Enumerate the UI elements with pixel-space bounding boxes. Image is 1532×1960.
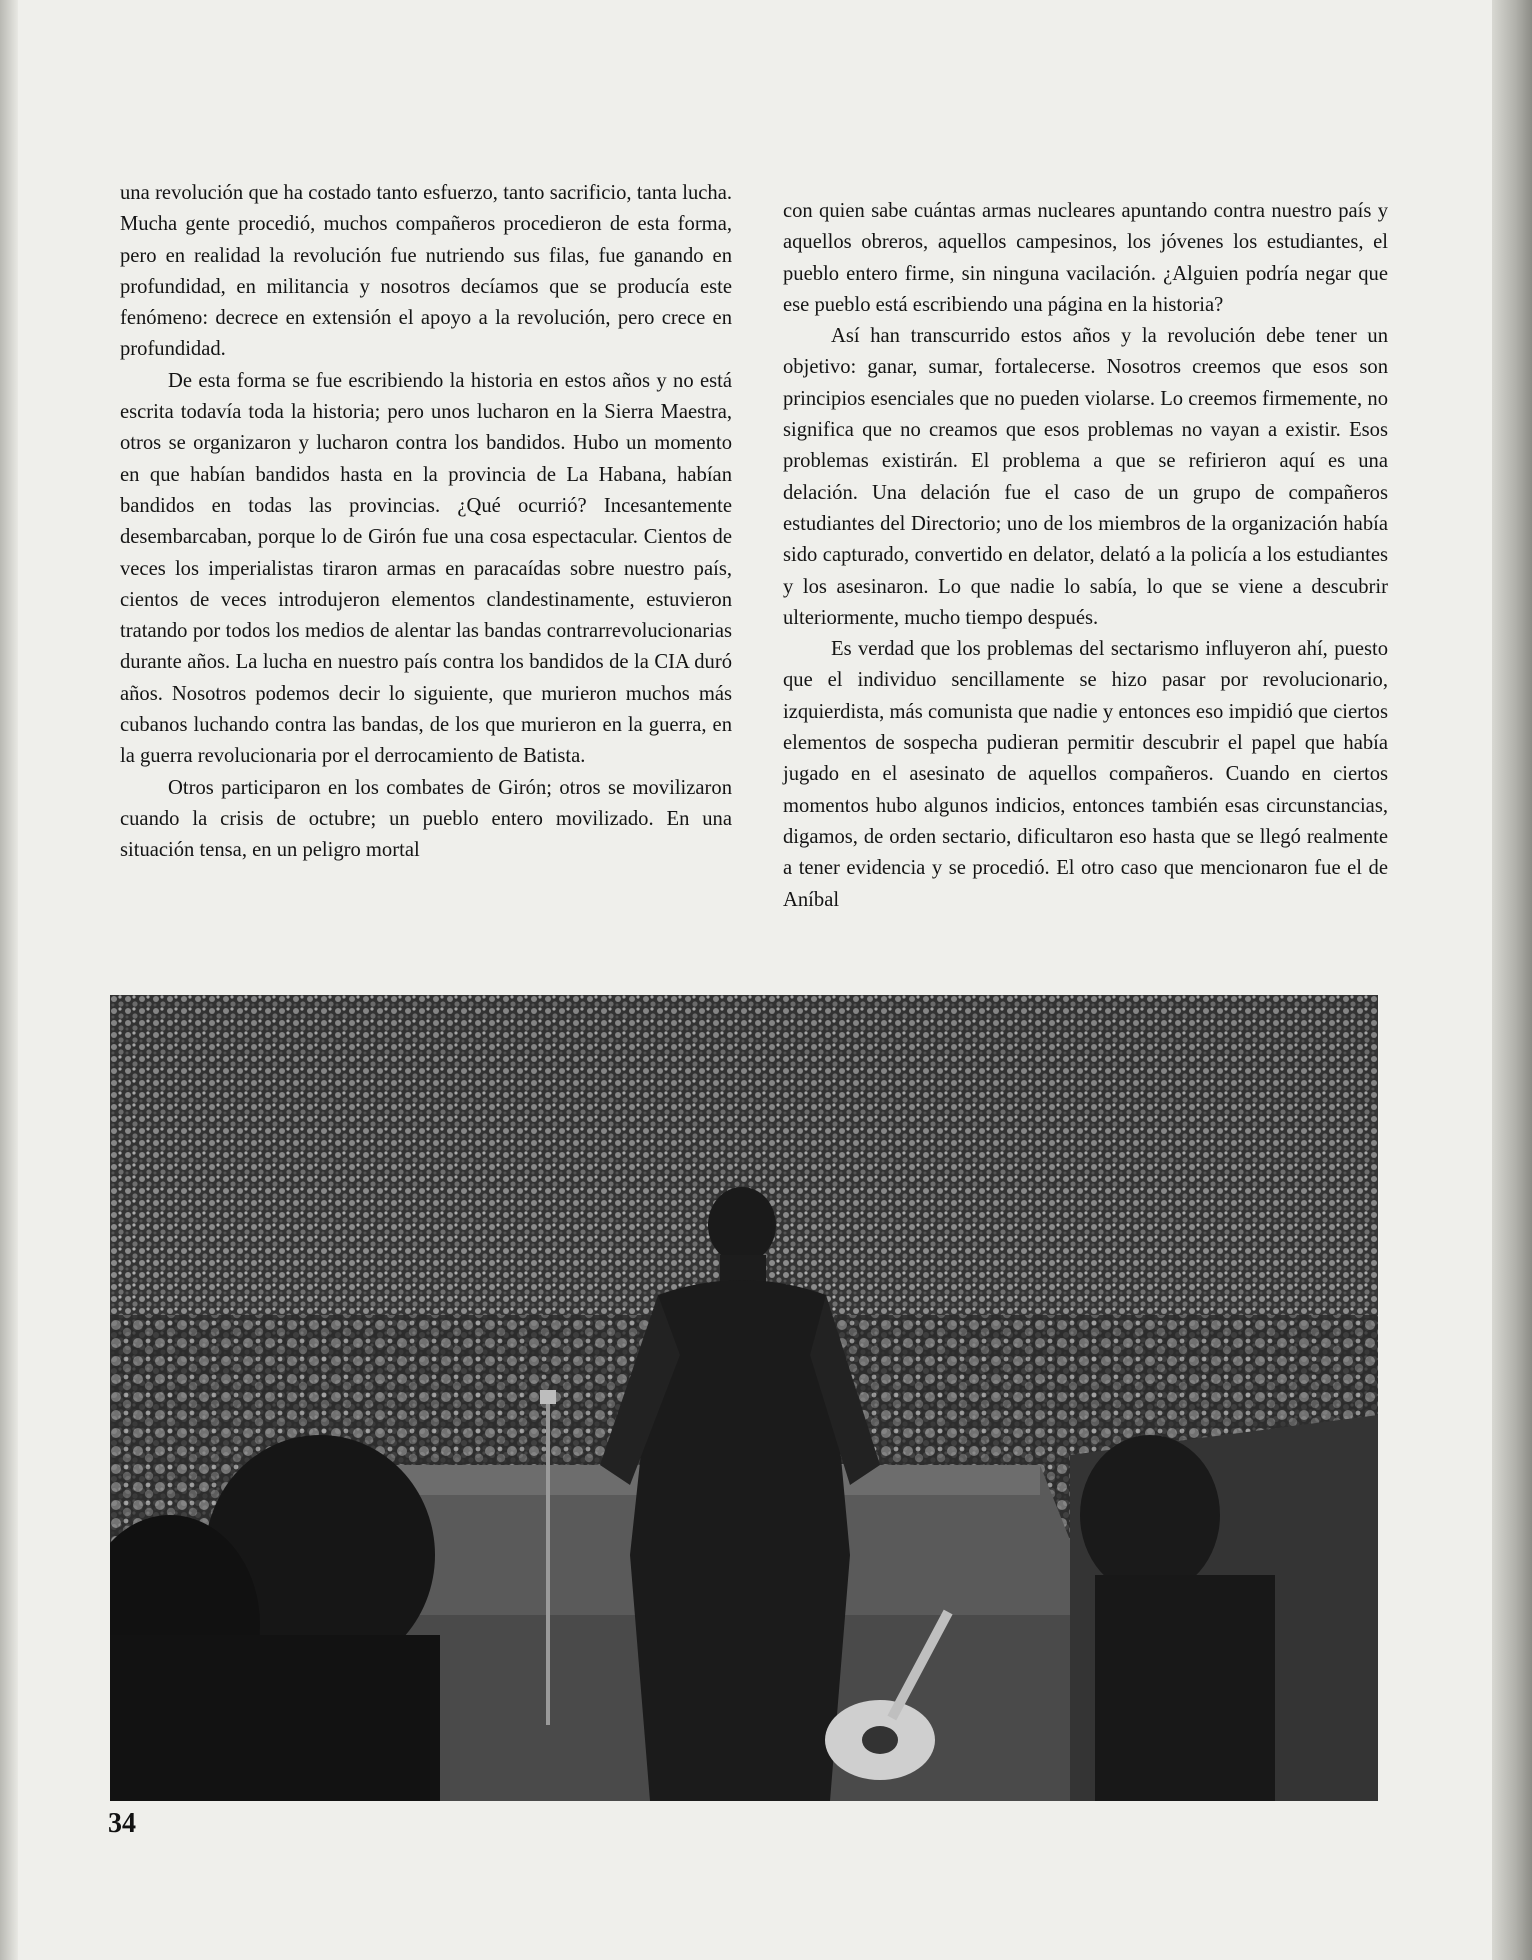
crowd-rally-photo: [110, 995, 1378, 1801]
paragraph: una revolución que ha costado tanto esfuerzo, tanto sacrificio, tanta lucha. Mucha gente procedió, muchos compañeros procedieron de esta forma, pero en realidad la revolución fue nutriendo sus filas, fue ganando en profundidad, en militancia y nosotros decíamos que se producía este fenómeno: decrece en extensión el apoyo a la revolución, pero crece en profundidad.: [120, 182, 732, 361]
photo-illustration: [110, 995, 1378, 1801]
right-text-column: [783, 196, 1388, 916]
paragraph: Así han transcurrido estos años y la revolución debe tener un objetivo: ganar, sumar, fortalecerse. Nosotros creemos que esos son principios esenciales que no pueden violarse. Lo creemos firmemente, no significa que no creamos que esos problemas no vayan a existir. Esos problemas existirán. El problema a que se refirieron aquí es una delación. Una delación fue el caso de un grupo de compañeros estudiantes del Directorio; uno de los miembros de la organización había sido capturado, convertido en delator, delató a la policía a los estudiantes y los asesinaron. Lo que nadie lo sabía, lo que se viene a descubrir ulteriormente, mucho tiempo después.: [783, 325, 1388, 629]
paragraph: Es verdad que los problemas del sectarismo influyeron ahí, puesto que el individuo sencillamente se hizo pasar por revolucionario, izquierdista, más comunista que nadie y entonces eso impidió que ciertos elementos de sospecha pudieran permitir descubrir el papel que había jugado en el asesinato de aquellos compañeros. Cuando en ciertos momentos hubo algunos indicios, entonces también esas circunstancias, digamos, de orden sectario, dificultaron eso hasta que se llegó realmente a tener evidencia y se procedió. El otro caso que mencionaron fue el de Aníbal: [783, 638, 1388, 911]
paragraph: con quien sabe cuántas armas nucleares apuntando contra nuestro país y aquellos obreros, aquellos campesinos, los jóvenes los estudiantes, el pueblo entero firme, sin ninguna vacilación. ¿Alguien podría negar que ese pueblo está escribiendo una página en la historia?: [783, 200, 1388, 316]
scan-edge-left: [0, 0, 18, 1960]
paragraph: Otros participaron en los combates de Girón; otros se movilizaron cuando la crisis de octubre; un pueblo entero movilizado. En una situación tensa, en un peligro mortal: [120, 776, 732, 862]
scan-edge-right: [1492, 0, 1532, 1960]
paragraph: De esta forma se fue escribiendo la historia en estos años y no está escrita todavía toda la historia; pero unos lucharon en la Sierra Maestra, otros se organizaron y lucharon contra los bandidos. Hubo un momento en que habían bandidos hasta en la provincia de La Habana, habían bandidos en todas las provincias. ¿Qué ocurrió? Incesantemente desembarcaban, porque lo de Girón fue una cosa espectacular. Cientos de veces los imperialistas tiraron armas en paracaídas sobre nuestro país, cientos de veces introdujeron elementos clandestinamente, estuvieron tratando por todos los medios de alentar las bandas contrarrevolucionarias durante años. La lucha en nuestro país contra los bandidos de la CIA duró años. Nosotros podemos decir lo siguiente, que murieron muchos más cubanos luchando contra las bandas, de los que murieron en la guerra, en la guerra revolucionaria por el derrocamiento de Batista.: [120, 369, 732, 768]
page-number: 34: [108, 1808, 136, 1839]
left-text-column: [120, 178, 732, 867]
